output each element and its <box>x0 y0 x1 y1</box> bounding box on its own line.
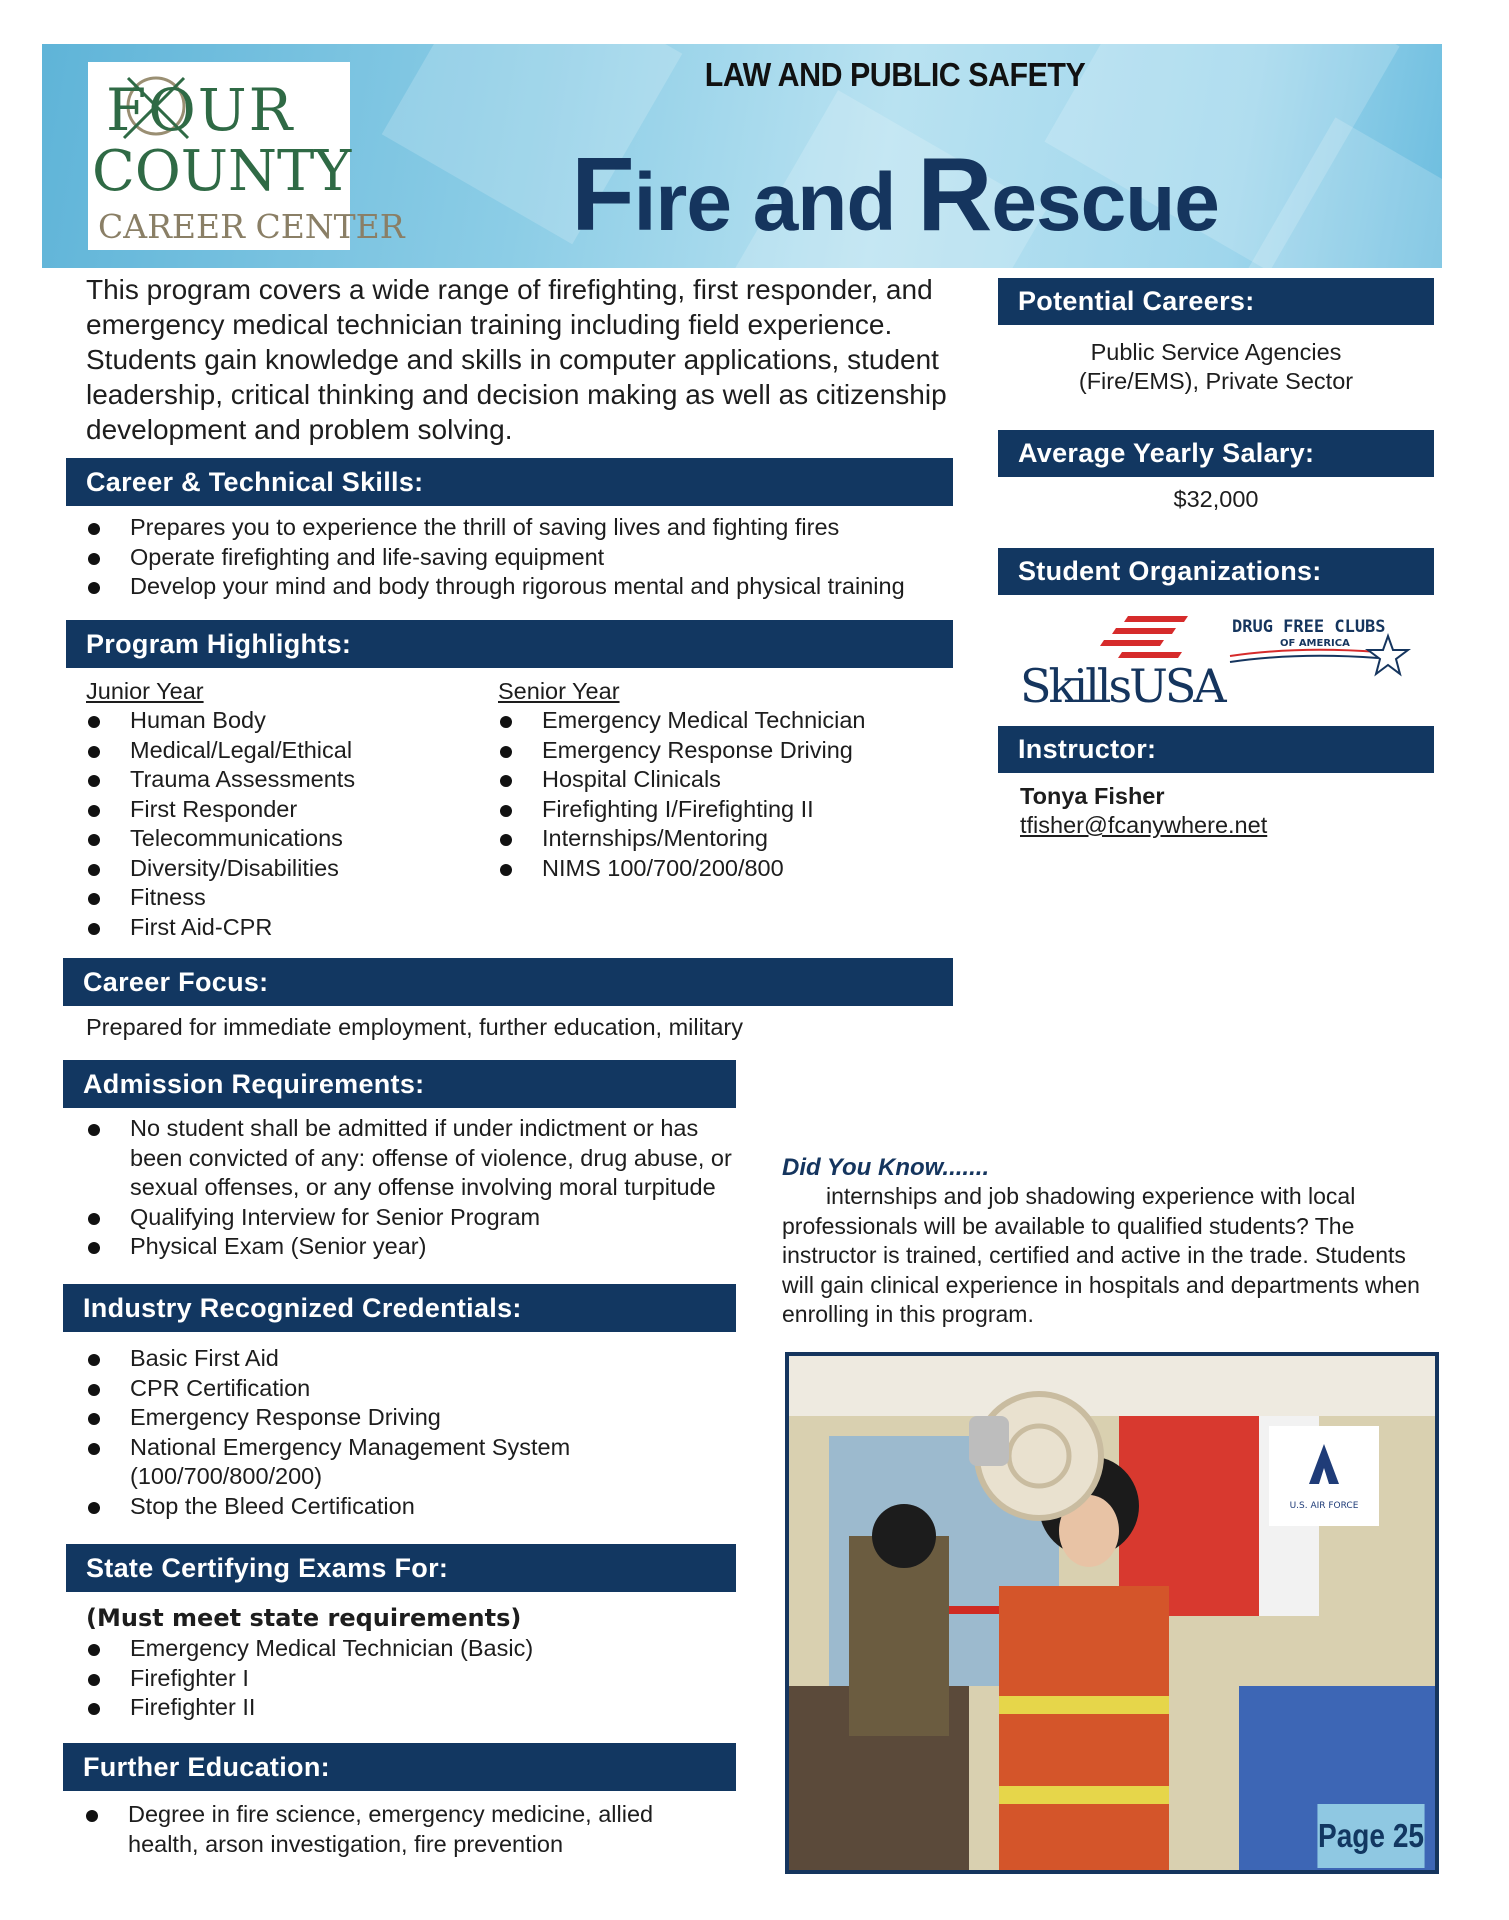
potential-careers-line2: (Fire/EMS), Private Sector <box>1078 368 1354 394</box>
junior-year-list <box>86 706 486 942</box>
page-title <box>560 136 1230 255</box>
did-you-know-heading: Did You Know....... <box>782 1154 990 1181</box>
list-item: First Aid-CPR <box>86 913 486 943</box>
potential-careers-line1: Public Service Agencies <box>1090 339 1342 365</box>
firefighter-student-photo <box>785 1352 1439 1874</box>
list-item: Diversity/Disabilities <box>86 854 486 884</box>
list-item: Qualifying Interview for Senior Program <box>86 1203 746 1233</box>
program-highlights-heading: Program Highlights: <box>66 620 953 668</box>
instructor-email-link[interactable]: tfisher@fcanywhere.net <box>1020 812 1268 838</box>
list-item: Medical/Legal/Ethical <box>86 736 486 766</box>
skillsusa-text: SkillsUSA <box>1020 659 1224 713</box>
drug-free-clubs-logo <box>1228 612 1418 682</box>
potential-careers-heading: Potential Careers: <box>998 278 1434 325</box>
career-skills-list <box>86 513 966 602</box>
list-item: Basic First Aid <box>86 1344 646 1374</box>
list-item: Trauma Assessments <box>86 765 486 795</box>
title-part-1: ire and <box>633 157 918 248</box>
career-skills-heading: Career & Technical Skills: <box>66 458 953 506</box>
list-item: Firefighter I <box>86 1664 726 1694</box>
admission-list <box>86 1114 746 1262</box>
list-item: Emergency Medical Technician (Basic) <box>86 1634 726 1664</box>
state-exams-list <box>86 1634 726 1723</box>
logo-text-four: FOUR <box>106 76 295 144</box>
senior-year-label: Senior Year <box>498 678 620 704</box>
further-education-list <box>84 1800 684 1859</box>
list-item: NIMS 100/700/200/800 <box>498 854 958 884</box>
list-item: National Emergency Management System (100/700/800/200) <box>86 1433 646 1492</box>
career-focus-text: Prepared for immediate employment, further education, military <box>86 1014 743 1040</box>
logo-text-career-center: CAREER CENTER <box>98 207 405 246</box>
salary-value: $32,000 <box>1173 486 1259 512</box>
list-item: Stop the Bleed Certification <box>86 1492 646 1522</box>
list-item: Develop your mind and body through rigorous mental and physical training <box>86 572 966 602</box>
credentials-heading: Industry Recognized Credentials: <box>63 1284 736 1332</box>
list-item: Internships/Mentoring <box>498 824 958 854</box>
credentials-list <box>86 1344 646 1521</box>
salary-heading: Average Yearly Salary: <box>998 430 1434 477</box>
did-you-know-text: internships and job shadowing experience with local professionals will be available to qualified students? The instructor is trained, certified and active in the trade. Students will gain clinical experience in hospitals and departments when enrolling in this program. <box>782 1183 1420 1327</box>
state-exams-note: (Must meet state requirements) <box>86 1604 522 1632</box>
list-item: Prepares you to experience the thrill of saving lives and fighting fires <box>86 513 966 543</box>
logo-graphic <box>88 62 405 250</box>
senior-year-list <box>498 706 958 883</box>
program-category: LAW AND PUBLIC SAFETY <box>704 56 1086 93</box>
logo-text-county: COUNTY <box>92 139 352 204</box>
title-cap-f: F <box>571 137 634 253</box>
list-item: Emergency Medical Technician <box>498 706 958 736</box>
list-item: CPR Certification <box>86 1374 646 1404</box>
title-cap-r: R <box>917 137 992 253</box>
list-item: Fitness <box>86 883 486 913</box>
state-exams-heading: State Certifying Exams For: <box>66 1544 736 1592</box>
skillsusa-graphic <box>1018 612 1224 713</box>
list-item: Operate firefighting and life-saving equipment <box>86 543 966 573</box>
list-item: Telecommunications <box>86 824 486 854</box>
instructor-name: Tonya Fisher <box>1020 783 1165 809</box>
photo-illustration <box>789 1356 1435 1870</box>
list-item: Degree in fire science, emergency medicine, allied health, arson investigation, fire prevention <box>84 1800 684 1859</box>
instructor-heading: Instructor: <box>998 726 1434 773</box>
list-item: Physical Exam (Senior year) <box>86 1232 746 1262</box>
list-item: First Responder <box>86 795 486 825</box>
list-item: Emergency Response Driving <box>86 1403 646 1433</box>
flag-text: U.S. AIR FORCE <box>1289 1501 1359 1511</box>
dfc-text-line1: DRUG FREE CLUBS <box>1232 617 1386 637</box>
list-item: Hospital Clinicals <box>498 765 958 795</box>
drug-free-clubs-graphic <box>1228 612 1418 682</box>
list-item: Human Body <box>86 706 486 736</box>
page-number: Page 25 <box>1317 1804 1424 1868</box>
career-focus-heading: Career Focus: <box>63 958 953 1006</box>
student-orgs-heading: Student Organizations: <box>998 548 1434 595</box>
list-item: Emergency Response Driving <box>498 736 958 766</box>
dfc-text-line2: OF AMERICA <box>1280 638 1350 649</box>
skillsusa-logo <box>1018 612 1224 713</box>
school-logo <box>88 62 405 250</box>
list-item: No student shall be admitted if under indictment or has been convicted of any: offense of violence, drug abuse, or sexual offenses, or any offense involving moral turpitude <box>86 1114 746 1203</box>
further-education-heading: Further Education: <box>63 1743 736 1791</box>
junior-year-label: Junior Year <box>86 678 204 704</box>
admission-heading: Admission Requirements: <box>63 1060 736 1108</box>
list-item: Firefighting I/Firefighting II <box>498 795 958 825</box>
title-part-2: escue <box>991 157 1219 248</box>
list-item: Firefighter II <box>86 1693 726 1723</box>
program-description: This program covers a wide range of firefighting, first responder, and emergency medical technician training including field experience. Students gain knowledge and skills in computer applications, student leadership, critical thinking and decision making as well as citizenship development and problem solving. <box>86 274 947 445</box>
